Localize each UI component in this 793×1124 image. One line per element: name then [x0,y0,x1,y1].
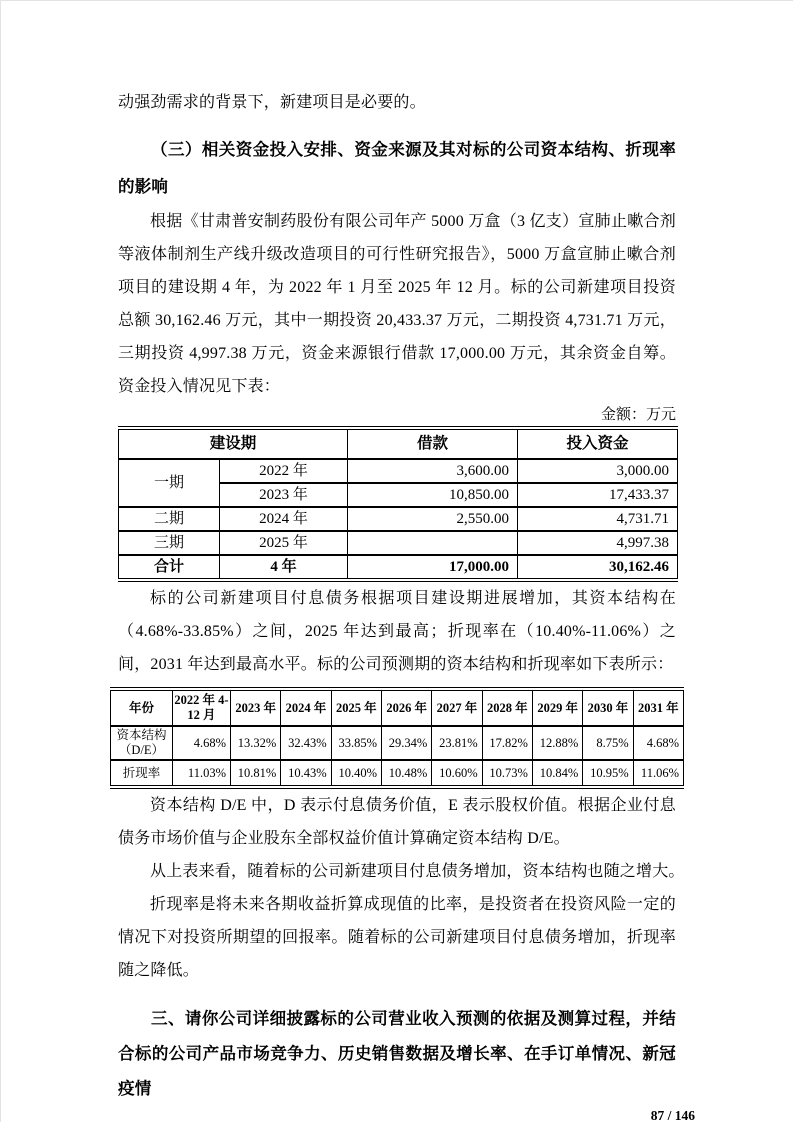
table-row-phase1-2022 [119,459,678,483]
cell-capital-structure: 29.34% [381,726,431,760]
col-header-construction-period: 建设期 [119,428,348,459]
cell-discount-rate: 11.06% [633,760,683,787]
next-question-heading: 三、请你公司详细披露标的公司营业收入预测的依据及测算过程，并结合标的公司产品市场竞争力、历史销售数据及增长率、在手订单情况、新冠疫情 [118,1009,676,1098]
ratio-table-row-capital-structure [111,726,684,760]
capital-structure-discount-rate-table [110,687,684,789]
cell-loan: 3,600.00 [348,459,518,483]
ratio-table-row-discount-rate [111,760,684,787]
cell-capital-structure: 12.88% [532,726,582,760]
table-row-total [119,555,678,580]
cell-total-label: 合计 [119,555,220,580]
cell-discount-rate: 10.73% [482,760,532,787]
paragraph-discount-rate-definition: 折现率是将未来各期收益折算成现值的比率，是投资者在投资风险一定的情况下对投资所期望的回报率。随着标的公司新建项目付息债务增加，折现率随之降低。 [118,896,676,979]
paragraph-capital-structure-range: 标的公司新建项目付息债务根据项目建设期进展增加，其资本结构在（4.68%-33.85%）之间，2025 年达到最高；折现率在（10.40%-11.06%）之间，2031 年达到最高水平。标的公司预测期的资本结构和折现率如下表所示： [118,590,676,673]
col-header-year: 2030 年 [583,689,633,726]
cell-discount-rate: 10.60% [432,760,482,787]
cell-discount-rate: 10.48% [381,760,431,787]
cell-invested: 3,000.00 [518,459,678,483]
cell-year: 2023 年 [220,483,348,507]
cell-loan: 2,550.00 [348,507,518,531]
cell-invested: 4,997.38 [518,531,678,555]
cell-invested: 4,731.71 [518,507,678,531]
col-header-year: 2026 年 [381,689,431,726]
cell-phase: 二期 [119,507,220,531]
cell-year: 2022 年 [220,459,348,483]
col-header-loan: 借款 [348,428,518,459]
section-heading: （三）相关资金投入安排、资金来源及其对标的公司资本结构、折现率的影响 [118,140,676,196]
cell-discount-rate: 10.95% [583,760,633,787]
page-number: 87 / 146 [650,1108,695,1123]
cell-invested: 17,433.37 [518,483,678,507]
col-header-year: 2025 年 [331,689,381,726]
ratio-table-header-row [111,689,684,726]
cell-discount-rate: 10.40% [331,760,381,787]
cell-loan: 10,850.00 [348,483,518,507]
cell-discount-rate: 11.03% [173,760,231,787]
cell-capital-structure: 23.81% [432,726,482,760]
funding-schedule-table [118,426,678,582]
cell-phase: 一期 [119,459,220,507]
col-header-invested-funds: 投入资金 [518,428,678,459]
cell-capital-structure: 4.68% [633,726,683,760]
col-header-year: 2024 年 [281,689,331,726]
cell-total-loan: 17,000.00 [348,555,518,580]
row-label-capital-structure: 资本结构（D/E） [111,726,173,760]
cell-capital-structure: 4.68% [173,726,231,760]
cell-phase: 三期 [119,531,220,555]
col-header-year: 2023 年 [231,689,281,726]
paragraph-de-definition: 资本结构 D/E 中，D 表示付息债务价值，E 表示股权价值。根据企业付息债务市场价值与企业股东全部权益价值计算确定资本结构 D/E。 [118,797,676,847]
cell-loan [348,531,518,555]
col-header-year: 2027 年 [432,689,482,726]
col-header-year: 2029 年 [532,689,582,726]
paragraph-funding-sources: 根据《甘肃普安制药股份有限公司年产 5000 万盒（3 亿支）宣肺止嗽合剂等液体制剂生产线升级改造项目的可行性研究报告》，5000 万盒宣肺止嗽合剂项目的建设期 4 年，为 2022 年 1 月至 2025 年 12 月。标的公司新建项目投资总额 30,162.46 万元，其中一期投资 20,433.37 万元，二期投资 4,731.71 万元，三期投资 4,997.38 万元，资金来源银行借款 17,000.00 万元，其余资金自筹。资金投入情况见下表： [118,213,676,395]
table-row-phase3-2025 [119,531,678,555]
cell-year: 2024 年 [220,507,348,531]
cell-discount-rate: 10.81% [231,760,281,787]
cell-total-invested: 30,162.46 [518,555,678,580]
cell-capital-structure: 8.75% [583,726,633,760]
cell-capital-structure: 32.43% [281,726,331,760]
col-header-year: 2031 年 [633,689,683,726]
cell-capital-structure: 17.82% [482,726,532,760]
col-header-year: 2028 年 [482,689,532,726]
row-header-year: 年份 [111,689,173,726]
paragraph-continuation: 动强劲需求的背景下，新建项目是必要的。 [118,94,426,111]
row-label-discount-rate: 折现率 [111,760,173,787]
cell-capital-structure: 13.32% [231,726,281,760]
table-row-phase2-2024 [119,507,678,531]
cell-discount-rate: 10.84% [532,760,582,787]
cell-year: 2025 年 [220,531,348,555]
table-unit-note: 金额：万元 [600,407,676,423]
col-header-year: 2022 年 4-12 月 [173,689,231,726]
cell-discount-rate: 10.43% [281,760,331,787]
funding-table-header-row [119,428,678,459]
cell-capital-structure: 33.85% [331,726,381,760]
paragraph-observation: 从上表来看，随着标的公司新建项目付息债务增加，资本结构也随之增大。 [150,863,685,880]
cell-total-years: 4 年 [220,555,348,580]
